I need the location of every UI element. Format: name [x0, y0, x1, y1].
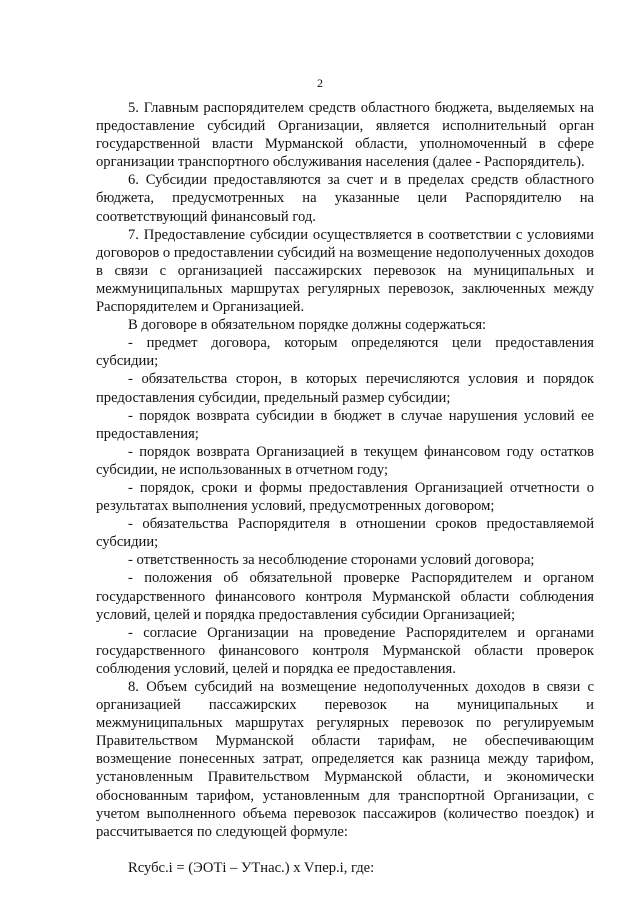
list-item-reporting: - порядок, сроки и формы предоставления Организацией отчетности о результатах выполнения условий, предусмотренных договором;	[96, 479, 594, 515]
page-number: 2	[317, 76, 323, 90]
paragraph-6-subsidy-funding: 6. Субсидии предоставляются за счет и в пределах средств областного бюджета, предусмотренных на указанные цели Распорядителю на соответствующий финансовый год.	[96, 172, 594, 225]
list-item-liability: - ответственность за несоблюдение сторонами условий договора;	[128, 552, 535, 569]
list-item-audit-consent: - согласие Организации на проведение Распорядителем и органами государственного финансового контроля Мурманской области проверок соблюдения условий, целей и порядка ее предоставления.	[96, 624, 594, 677]
document-body	[96, 99, 594, 877]
list-item-mandatory-audit: - положения об обязательной проверке Распорядителем и органом государственного финансового контроля Мурманской области соблюдения условий, целей и порядка предоставления субсидии Организацией;	[96, 570, 594, 623]
contract-contents-intro: В договоре в обязательном порядке должны содержаться:	[128, 317, 487, 334]
list-item-distributor-obligations: - обязательства Распорядителя в отношении сроков предоставляемой субсидии;	[96, 516, 594, 551]
list-item-refund-procedure: - порядок возврата субсидии в бюджет в случае нарушения условий ее предоставления;	[96, 407, 594, 442]
list-item-party-obligations: - обязательства сторон, в которых перечисляются условия и порядок предоставления субсидии, предельный размер субсидии;	[96, 371, 594, 406]
subsidy-formula: Rсубс.i = (ЭОТi – УТнас.) x Vпер.i, где:	[128, 859, 375, 876]
list-item-balance-return: - порядок возврата Организацией в текущем финансовом году остатков субсидии, не использованных в отчетном году;	[96, 443, 594, 478]
paragraph-8-subsidy-volume: 8. Объем субсидий на возмещение недополученных доходов в связи с организацией пассажирских перевозок на муниципальных и межмуниципальных маршрутах регулярных перевозок по регулируемым Правительством Мурманской области тарифам, не обеспечивающим возмещение понесенных затрат, определяется как разница между тарифом, установленным Правительством Мурманской области, и экономически обоснованным тарифом, установленным для транспортной Организации, с учетом выполненного объема перевозок пассажиров (количество поездок) и рассчитывается по следующей формуле:	[96, 679, 594, 840]
paragraph-7-subsidy-provision: 7. Предоставление субсидии осуществляется в соответствии с условиями договоров о предоставлении субсидий на возмещение недополученных доходов в связи с организацией пассажирских перевозок на муниципальных и межмуниципальных маршрутах регулярных перевозок, заключенных между Распорядителем и Организацией.	[96, 226, 594, 316]
list-item-contract-subject: - предмет договора, которым определяются цели предоставления субсидии;	[96, 335, 594, 370]
paragraph-5-main-distributor: 5. Главным распорядителем средств областного бюджета, выделяемых на предоставление субсидий Организации, является исполнительный орган государственной власти Мурманской области, уполномоченный в сфере организации транспортного обслуживания населения (далее - Распорядитель).	[96, 100, 594, 171]
